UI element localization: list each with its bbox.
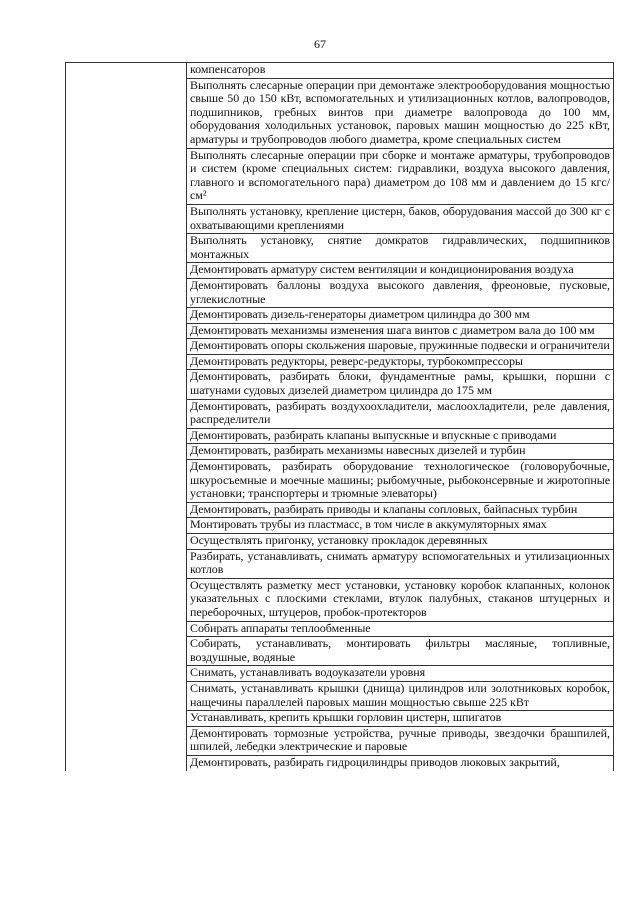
- table-left-column: [66, 63, 187, 771]
- table-row: Демонтировать, разбирать механизмы навесных дизелей и турбин: [187, 444, 613, 460]
- table-right-column: [187, 63, 613, 771]
- table-row: Демонтировать, разбирать блоки, фундаментные рамы, крышки, поршни с шатунами судовых дизелей диаметром цилиндра до 175 мм: [187, 370, 613, 399]
- table-row: Собирать аппараты теплообменные: [187, 622, 613, 638]
- table-row: Демонтировать баллоны воздуха высокого давления, фреоновые, пусковые, углекислотные: [187, 279, 613, 308]
- table-row: Снимать, устанавливать крышки (днища) цилиндров или золотниковых коробок, нащечины параллелей паровых машин мощностью свыше 225 кВт: [187, 682, 613, 711]
- table-row: Демонтировать, разбирать приводы и клапаны сопловых, байпасных турбин: [187, 503, 613, 519]
- table-row: Выполнять слесарные операции при демонтаже электрооборудования мощностью свыше 50 до 150 кВт, вспомогательных и утилизационных котлов, валопроводов, подшипников, гребных винтов при диаметре валопровода до 100 мм, оборудования холодильных установок, паровых машин мощностью до 225 кВт, арматуры и трубопроводов любого диаметра, кроме специальных систем: [187, 79, 613, 149]
- table-row: Собирать, устанавливать, монтировать фильтры масляные, топливные, воздушные, водяные: [187, 637, 613, 666]
- table-row: Демонтировать, разбирать воздухоохладители, маслоохладители, реле давления, распределители: [187, 400, 613, 429]
- table-row: Демонтировать тормозные устройства, ручные приводы, звездочки брашпилей, шпилей, лебедки электрические и паровые: [187, 727, 613, 756]
- table-row: Выполнять установку, крепление цистерн, баков, оборудования массой до 300 кг с охватывающими креплениями: [187, 205, 613, 234]
- table-row: Демонтировать, разбирать оборудование технологическое (головорубочные, шкуросъемные и моечные машины; рыбомучные, рыбоконсервные и жиротопные установки; транспортеры и трюмные элеваторы): [187, 460, 613, 503]
- table-row: Снимать, устанавливать водоуказатели уровня: [187, 666, 613, 682]
- table-row: Монтировать трубы из пластмасс, в том числе в аккумуляторных ямах: [187, 518, 613, 534]
- table-row: Демонтировать механизмы изменения шага винтов с диаметром вала до 100 мм: [187, 324, 613, 340]
- table-row: Демонтировать, разбирать клапаны выпускные и впускные с приводами: [187, 429, 613, 445]
- table-row: Осуществлять пригонку, установку прокладок деревянных: [187, 534, 613, 550]
- table-row: компенсаторов: [187, 63, 613, 79]
- table-row: Демонтировать, разбирать гидроцилиндры приводов люковых закрытий,: [190, 754, 560, 769]
- table-row: Демонтировать дизель-генераторы диаметром цилиндра до 300 мм: [187, 308, 613, 324]
- duties-table: [65, 62, 614, 771]
- table-row: Демонтировать опоры скольжения шаровые, пружинные подвески и ограничители: [187, 339, 613, 355]
- page-number: 67: [314, 37, 326, 51]
- table-row: Демонтировать арматуру систем вентиляции и кондиционирования воздуха: [187, 263, 613, 279]
- table-row: Разбирать, устанавливать, снимать арматуру вспомогательных и утилизационных котлов: [187, 550, 613, 579]
- table-row: Выполнять слесарные операции при сборке и монтаже арматуры, трубопроводов и систем (кроме специальных систем: гидравлики, воздуха высокого давления, главного и вспомогательного пара) диаметром до 108 мм и давлением до 15 кгс/см²: [187, 149, 613, 205]
- table-row: Устанавливать, крепить крышки горловин цистерн, шпигатов: [187, 711, 613, 727]
- table-row: Выполнять установку, снятие домкратов гидравлических, подшипников монтажных: [187, 234, 613, 263]
- table-row: Осуществлять разметку мест установки, установку коробок клапанных, колонок указательных с плоскими стеклами, втулок палубных, стаканов штуцерных и переборочных, штуцеров, пробок-протекторов: [187, 579, 613, 622]
- table-row: Демонтировать редукторы, реверс-редукторы, турбокомпрессоры: [187, 355, 613, 371]
